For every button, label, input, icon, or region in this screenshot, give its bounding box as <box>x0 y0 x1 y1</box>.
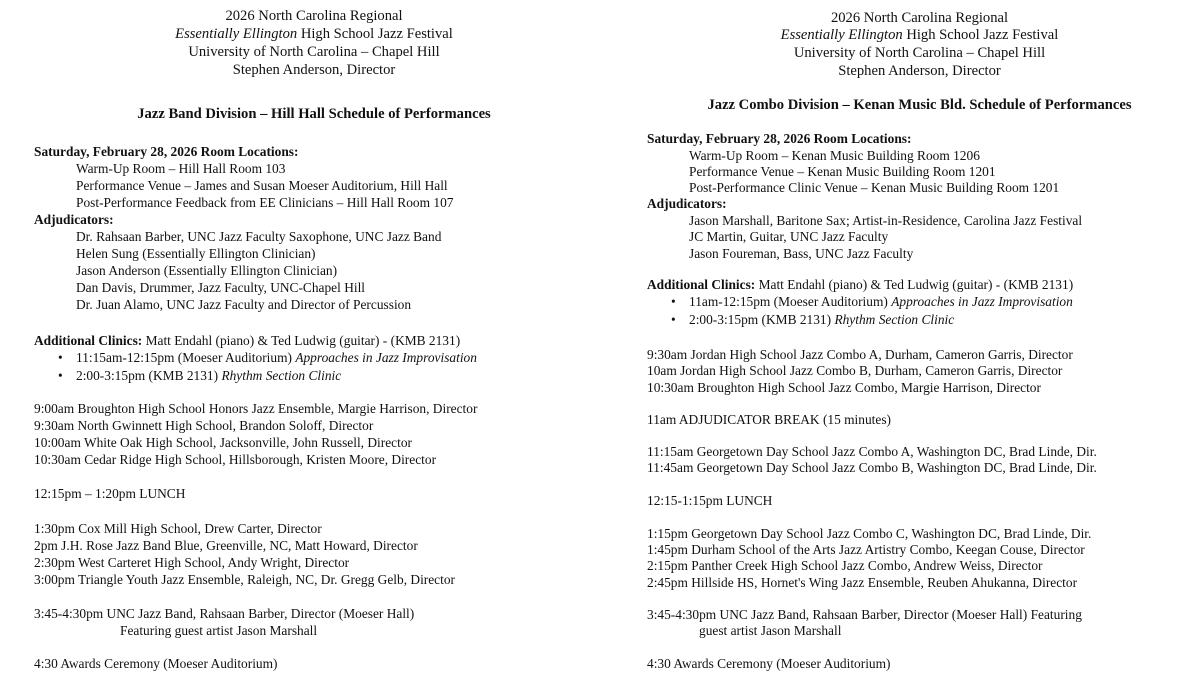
clinics-line: Additional Clinics: Matt Endahl (piano) & Ted Ludwig (guitar) - (KMB 2131) <box>647 277 1074 292</box>
performance-slot: 9:30am North Gwinnett High School, Brandon Soloff, Director <box>34 418 374 433</box>
room-line: Performance Venue – Kenan Music Building Room 1201 <box>689 164 996 179</box>
performance-slot: 2:15pm Panther Creek High School Jazz Combo, Andrew Weiss, Director <box>647 558 1043 573</box>
adjudicators-heading: Adjudicators: <box>647 196 727 211</box>
division-title: Jazz Band Division – Hill Hall Schedule of Performances <box>137 106 491 122</box>
room-line: Warm-Up Room – Kenan Music Building Room 1206 <box>689 148 980 163</box>
festival-header-line3: University of North Carolina – Chapel Hill <box>188 44 440 60</box>
performance-slot: 2pm J.H. Rose Jazz Band Blue, Greenville, NC, Matt Howard, Director <box>34 538 418 553</box>
adjudicator-line: Jason Marshall, Baritone Sax; Artist-in-Residence, Carolina Jazz Festival <box>689 213 1083 228</box>
performance-slot: 9:00am Broughton High School Honors Jazz Ensemble, Margie Harrison, Director <box>34 401 478 416</box>
performance-slot: 10:30am Cedar Ridge High School, Hillsborough, Kristen Moore, Director <box>34 452 437 467</box>
performance-slot: 2:30pm West Carteret High School, Andy Wright, Director <box>34 555 350 570</box>
room-line: Warm-Up Room – Hill Hall Room 103 <box>76 161 286 176</box>
clinic-item: • 11am-12:15pm (Moeser Auditorium) Approaches in Jazz Improvisation <box>689 294 1073 310</box>
festival-header-line4: Stephen Anderson, Director <box>232 62 396 78</box>
performance-slot: 10:00am White Oak High School, Jacksonville, John Russell, Director <box>34 435 412 450</box>
performance-slot: 11:15am Georgetown Day School Jazz Combo A, Washington DC, Brad Linde, Dir. <box>647 444 1097 459</box>
performance-slot: 3:45-4:30pm UNC Jazz Band, Rahsaan Barber, Director (Moeser Hall) Featuring <box>647 607 1082 622</box>
clinic-item: • 2:00-3:15pm (KMB 2131) Rhythm Section Clinic <box>689 312 954 328</box>
adjudicator-line: Jason Foureman, Bass, UNC Jazz Faculty <box>689 246 914 261</box>
festival-header-line1: 2026 North Carolina Regional <box>830 10 1009 26</box>
festival-header-line2: Essentially Ellington High School Jazz Festival <box>780 27 1059 43</box>
lunch-break: 12:15-1:15pm LUNCH <box>647 493 773 508</box>
adjudicator-line: Jason Anderson (Essentially Ellington Clinician) <box>76 263 338 278</box>
performance-note: guest artist Jason Marshall <box>699 623 842 638</box>
performance-slot: 3:45-4:30pm UNC Jazz Band, Rahsaan Barber, Director (Moeser Hall) <box>34 606 415 621</box>
clinic-item: • 2:00-3:15pm (KMB 2131) Rhythm Section Clinic <box>76 368 341 384</box>
awards-ceremony: 4:30 Awards Ceremony (Moeser Auditorium) <box>647 656 891 671</box>
festival-header-line1: 2026 North Carolina Regional <box>225 8 403 24</box>
rooms-heading: Saturday, February 28, 2026 Room Locations: <box>647 131 912 146</box>
performance-note: Featuring guest artist Jason Marshall <box>120 623 318 638</box>
performance-slot: 3:00pm Triangle Youth Jazz Ensemble, Raleigh, NC, Dr. Gregg Gelb, Director <box>34 572 456 587</box>
performance-slot: 1:30pm Cox Mill High School, Drew Carter, Director <box>34 521 322 536</box>
lunch-break: 12:15pm – 1:20pm LUNCH <box>34 486 186 501</box>
performance-slot: 2:45pm Hillside HS, Hornet's Wing Jazz Ensemble, Reuben Ahukanna, Director <box>647 575 1078 590</box>
rooms-heading: Saturday, February 28, 2026 Room Locations: <box>34 144 299 159</box>
performance-slot: 1:15pm Georgetown Day School Jazz Combo C, Washington DC, Brad Linde, Dir. <box>647 526 1092 541</box>
room-line: Post-Performance Clinic Venue – Kenan Music Building Room 1201 <box>689 180 1060 195</box>
adjudicators-heading: Adjudicators: <box>34 212 114 227</box>
adjudicator-line: Helen Sung (Essentially Ellington Clinician) <box>76 246 316 261</box>
room-line: Performance Venue – James and Susan Moeser Auditorium, Hill Hall <box>76 178 448 193</box>
performance-slot: 9:30am Jordan High School Jazz Combo A, Durham, Cameron Garris, Director <box>647 347 1073 362</box>
adjudicator-line: Dan Davis, Drummer, Jazz Faculty, UNC-Chapel Hill <box>76 280 366 295</box>
division-title: Jazz Combo Division – Kenan Music Bld. Schedule of Performances <box>707 97 1132 113</box>
adjudicator-break: 11am ADJUDICATOR BREAK (15 minutes) <box>647 412 892 427</box>
clinics-line: Additional Clinics: Matt Endahl (piano) & Ted Ludwig (guitar) - (KMB 2131) <box>34 333 461 348</box>
festival-header-line4: Stephen Anderson, Director <box>838 63 1001 79</box>
awards-ceremony: 4:30 Awards Ceremony (Moeser Auditorium) <box>34 656 278 671</box>
performance-slot: 10:30am Broughton High School Jazz Combo, Margie Harrison, Director <box>647 380 1041 395</box>
adjudicator-line: JC Martin, Guitar, UNC Jazz Faculty <box>689 229 889 244</box>
adjudicator-line: Dr. Rahsaan Barber, UNC Jazz Faculty Saxophone, UNC Jazz Band <box>76 229 442 244</box>
festival-header-line3: University of North Carolina – Chapel Hill <box>793 45 1046 61</box>
room-line: Post-Performance Feedback from EE Clinicians – Hill Hall Room 107 <box>76 195 454 210</box>
festival-header-line2: Essentially Ellington High School Jazz Festival <box>175 26 453 42</box>
clinic-item: • 11:15am-12:15pm (Moeser Auditorium) Approaches in Jazz Improvisation <box>76 350 477 366</box>
performance-slot: 1:45pm Durham School of the Arts Jazz Artistry Combo, Keegan Couse, Director <box>647 542 1085 557</box>
performance-slot: 11:45am Georgetown Day School Jazz Combo B, Washington DC, Brad Linde, Dir. <box>647 460 1097 475</box>
performance-slot: 10am Jordan High School Jazz Combo B, Durham, Cameron Garris, Director <box>647 363 1063 378</box>
adjudicator-line: Dr. Juan Alamo, UNC Jazz Faculty and Director of Percussion <box>76 297 412 312</box>
